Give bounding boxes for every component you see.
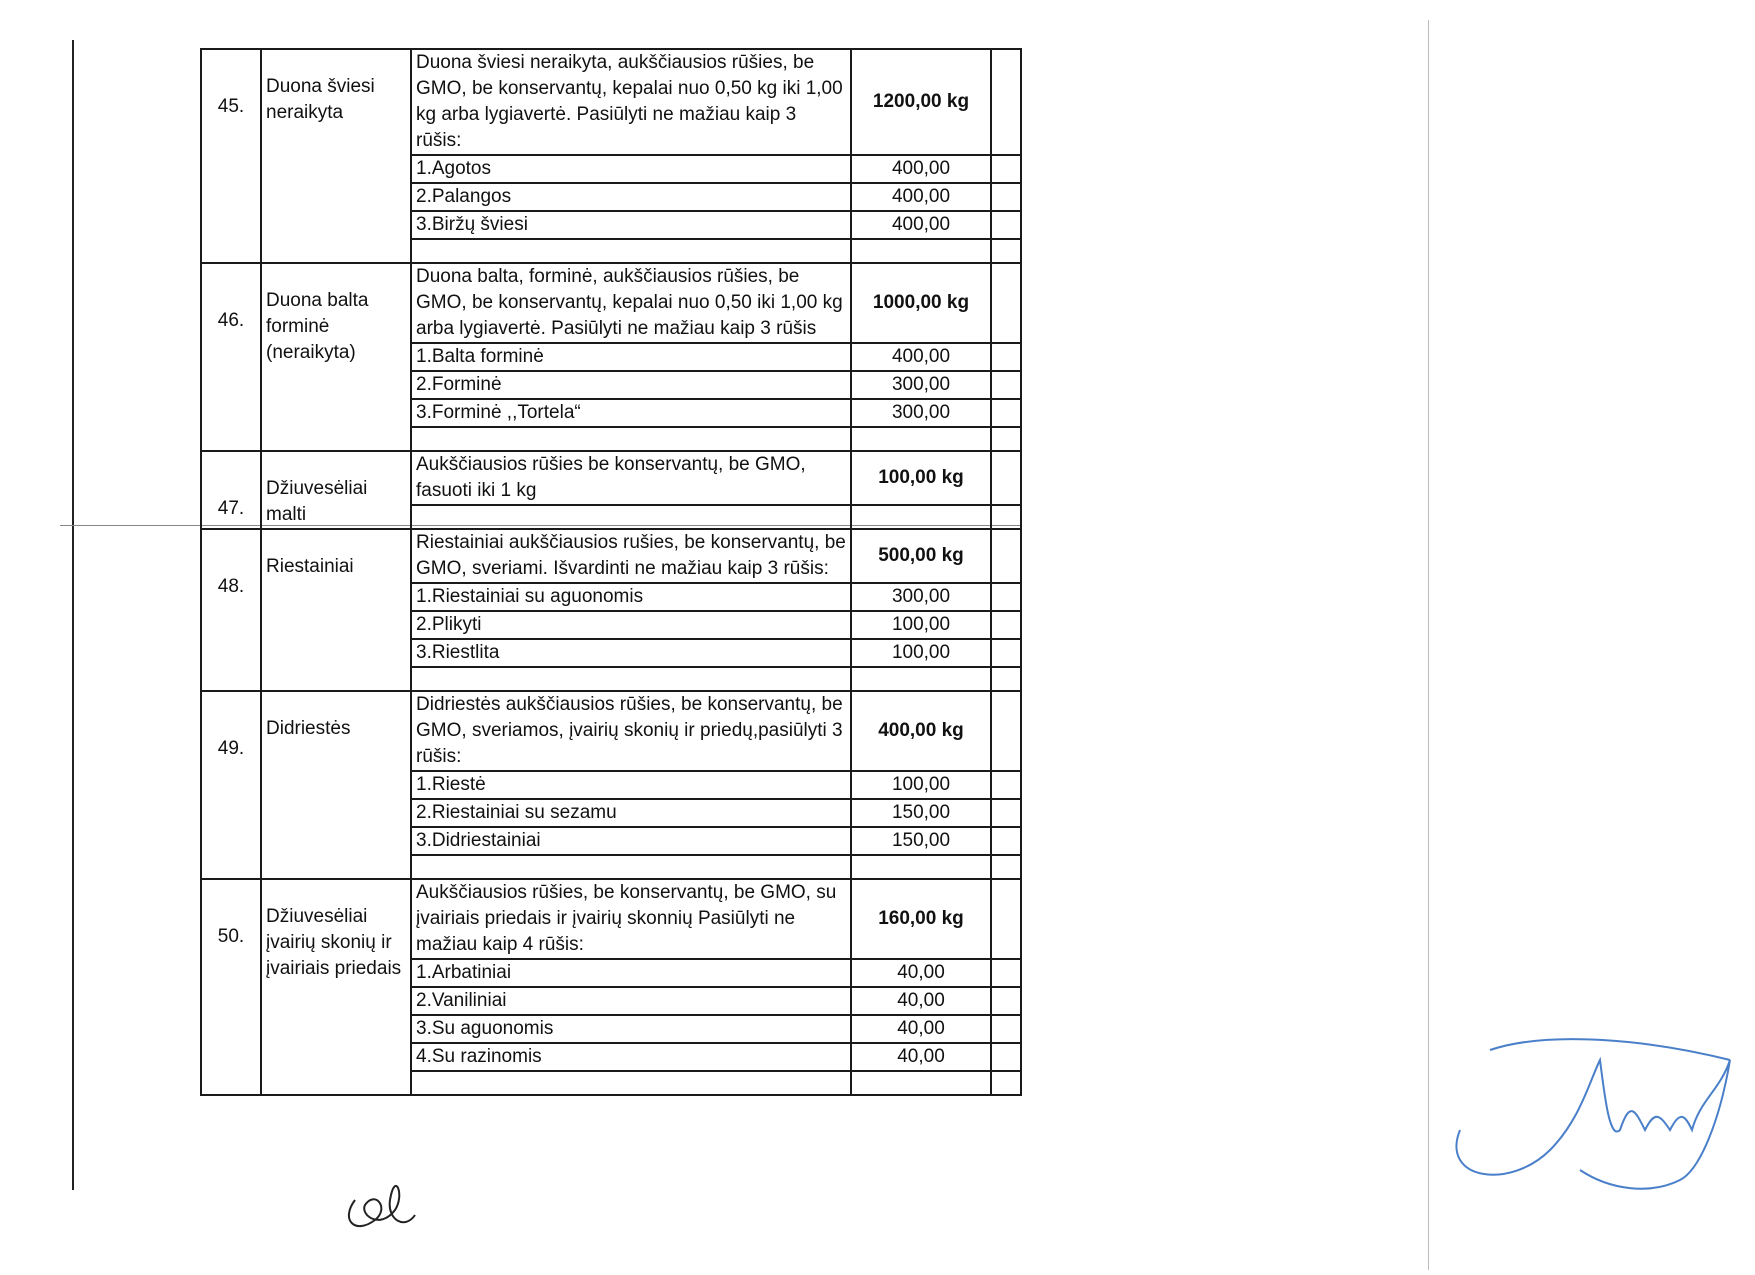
sub-item-label: 2.Riestainiai su sezamu [411, 799, 851, 827]
item-number: 49. [201, 691, 261, 879]
sub-item-quantity: 150,00 [851, 827, 991, 855]
item-quantity: 1000,00 kg [851, 263, 991, 343]
extra-column-cell [991, 1043, 1021, 1071]
item-row [201, 879, 1021, 959]
sub-item-quantity: 400,00 [851, 155, 991, 183]
sub-item-label: 2.Forminė [411, 371, 851, 399]
extra-column-cell [991, 611, 1021, 639]
extra-column-cell [991, 639, 1021, 667]
extra-column-cell [991, 343, 1021, 371]
sub-item-label: 3.Su aguonomis [411, 1015, 851, 1043]
item-name: Džiuvesėliai malti [261, 451, 411, 529]
sub-item-label: 3.Riestlita [411, 639, 851, 667]
item-number: 50. [201, 879, 261, 1095]
sub-item-label: 1.Agotos [411, 155, 851, 183]
sub-item-quantity: 300,00 [851, 583, 991, 611]
item-description: Aukščiausios rūšies be konservantų, be GMO, fasuoti iki 1 kg [411, 451, 851, 505]
item-row [201, 691, 1021, 771]
spacer-cell [991, 505, 1021, 529]
sub-item-quantity: 300,00 [851, 371, 991, 399]
extra-column-cell [991, 583, 1021, 611]
sub-item-quantity: 40,00 [851, 959, 991, 987]
item-row [201, 263, 1021, 343]
extra-column-cell [991, 827, 1021, 855]
item-number: 46. [201, 263, 261, 451]
item-row [201, 529, 1021, 583]
spacer-cell [851, 855, 991, 879]
extra-column-cell [991, 49, 1021, 155]
sub-item-quantity: 40,00 [851, 1043, 991, 1071]
item-number: 48. [201, 529, 261, 691]
spacer-cell [991, 427, 1021, 451]
item-description: Aukščiausios rūšies, be konservantų, be GMO, su įvairiais priedais ir įvairių skonnių Pasiūlyti ne mažiau kaip 4 rūšis: [411, 879, 851, 959]
item-row [201, 49, 1021, 155]
right-margin-line [1428, 20, 1429, 1270]
product-table [200, 48, 1022, 1096]
extra-column-cell [991, 155, 1021, 183]
sub-item-quantity: 400,00 [851, 343, 991, 371]
item-quantity: 1200,00 kg [851, 49, 991, 155]
left-margin-line [72, 40, 74, 1190]
extra-column-cell [991, 959, 1021, 987]
spacer-cell [411, 1071, 851, 1095]
item-quantity: 160,00 kg [851, 879, 991, 959]
extra-column-cell [991, 771, 1021, 799]
signature-right [1430, 1020, 1750, 1200]
item-name: Riestainiai [261, 529, 411, 691]
spacer-cell [411, 239, 851, 263]
sub-item-label: 1.Riestė [411, 771, 851, 799]
item-number: 45. [201, 49, 261, 263]
spacer-cell [991, 1071, 1021, 1095]
item-description: Didriestės aukščiausios rūšies, be konservantų, be GMO, sveriamos, įvairių skonių ir priedų,pasiūlyti 3 rūšis: [411, 691, 851, 771]
sub-item-label: 2.Palangos [411, 183, 851, 211]
extra-column-cell [991, 987, 1021, 1015]
extra-column-cell [991, 399, 1021, 427]
sub-item-label: 2.Plikyti [411, 611, 851, 639]
extra-column-cell [991, 451, 1021, 505]
sub-item-quantity: 40,00 [851, 1015, 991, 1043]
spacer-cell [851, 1071, 991, 1095]
sub-item-label: 1.Arbatiniai [411, 959, 851, 987]
sub-item-label: 1.Balta forminė [411, 343, 851, 371]
sub-item-label: 2.Vaniliniai [411, 987, 851, 1015]
signature-bottom [335, 1160, 425, 1240]
spacer-cell [851, 239, 991, 263]
sub-item-label: 4.Su razinomis [411, 1043, 851, 1071]
extra-column-cell [991, 879, 1021, 959]
sub-item-label: 1.Riestainiai su aguonomis [411, 583, 851, 611]
spacer-cell [411, 427, 851, 451]
extra-column-cell [991, 371, 1021, 399]
extra-column-cell [991, 263, 1021, 343]
spacer-cell [991, 855, 1021, 879]
sub-item-quantity: 300,00 [851, 399, 991, 427]
spacer-cell [851, 667, 991, 691]
extra-column-cell [991, 1015, 1021, 1043]
extra-column-cell [991, 211, 1021, 239]
spacer-cell [851, 505, 991, 529]
sub-item-quantity: 100,00 [851, 611, 991, 639]
sub-item-quantity: 100,00 [851, 771, 991, 799]
spacer-cell [411, 667, 851, 691]
sub-item-quantity: 400,00 [851, 183, 991, 211]
product-table-wrapper [200, 48, 1020, 1096]
item-description: Riestainiai aukščiausios rušies, be konservantų, be GMO, sveriami. Išvardinti ne mažiau kaip 3 rūšis: [411, 529, 851, 583]
sub-item-quantity: 400,00 [851, 211, 991, 239]
item-name: Duona šviesi neraikyta [261, 49, 411, 263]
extra-column-cell [991, 691, 1021, 771]
item-quantity: 100,00 kg [851, 451, 991, 505]
item-name: Džiuvesėliai įvairių skonių ir įvairiais priedais [261, 879, 411, 1095]
sub-item-quantity: 100,00 [851, 639, 991, 667]
item-description: Duona šviesi neraikyta, aukščiausios rūšies, be GMO, be konservantų, kepalai nuo 0,50 kg iki 1,00 kg arba lygiavertė. Pasiūlyti ne mažiau kaip 3 rūšis: [411, 49, 851, 155]
spacer-cell [991, 239, 1021, 263]
sub-item-label: 3.Biržų šviesi [411, 211, 851, 239]
spacer-cell [411, 855, 851, 879]
sub-item-quantity: 150,00 [851, 799, 991, 827]
spacer-cell [851, 427, 991, 451]
sub-item-label: 3.Forminė ,,Tortela“ [411, 399, 851, 427]
item-name: Didriestės [261, 691, 411, 879]
extra-column-cell [991, 799, 1021, 827]
extra-column-cell [991, 183, 1021, 211]
sub-item-quantity: 40,00 [851, 987, 991, 1015]
spacer-cell [991, 667, 1021, 691]
item-number: 47. [201, 451, 261, 529]
item-row [201, 451, 1021, 505]
extra-column-cell [991, 529, 1021, 583]
item-description: Duona balta, forminė, aukščiausios rūšies, be GMO, be konservantų, kepalai nuo 0,50 iki 1,00 kg arba lygiavertė. Pasiūlyti ne mažiau kaip 3 rūšis [411, 263, 851, 343]
item-quantity: 500,00 kg [851, 529, 991, 583]
product-table-body [201, 49, 1021, 1095]
item-quantity: 400,00 kg [851, 691, 991, 771]
sub-item-label: 3.Didriestainiai [411, 827, 851, 855]
spacer-cell [411, 505, 851, 529]
item-name: Duona balta forminė (neraikyta) [261, 263, 411, 451]
